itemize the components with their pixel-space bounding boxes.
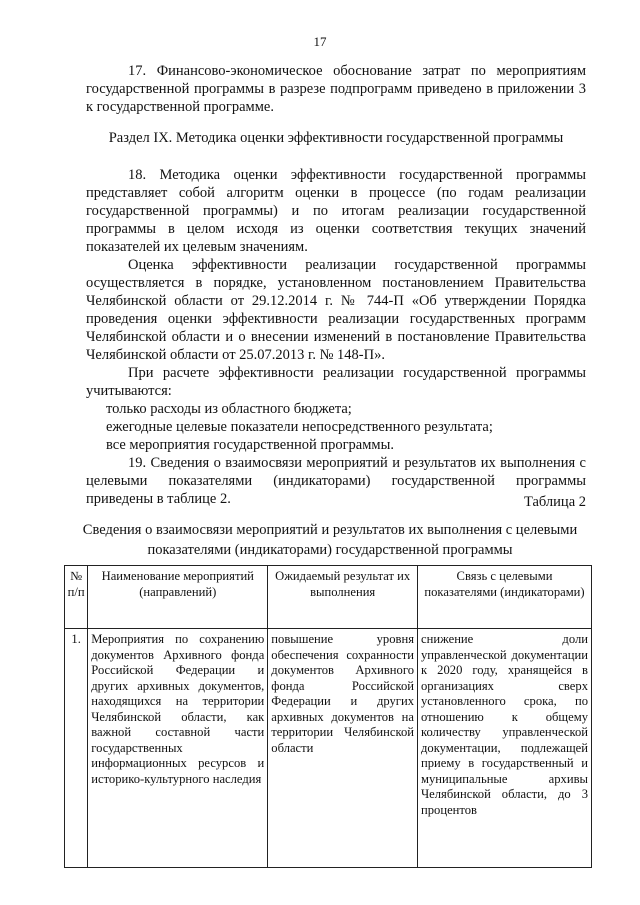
paragraph-19: 19. Сведения о взаимосвязи мероприятий и результатов их выполнения с целевыми показателями (индикаторами) государственной программы приведены в таблице 2. (86, 455, 586, 507)
row-indicator-link: снижение доли управленческой документации к 2020 году, хранящейся в организациях сверх установленного срока, по отношению к общему количеству управленческой документации, подлежащей приему в государственный и муниципальные архивы Челябинской области, до 3 процентов (418, 629, 592, 868)
relations-table (64, 565, 592, 868)
table-title: Сведения о взаимосвязи мероприятий и результатов их выполнения с целевыми показателями (индикаторами) государственной программы (82, 522, 578, 558)
row-activity-name: Мероприятия по сохранению документов Архивного фонда Российской Федерации и других архивных документов, находящихся на территории Челябинской области, как важной составной части государственных информационных ресурсов и историко-культурного наследия (88, 629, 268, 868)
paragraph-17: 17. Финансово-экономическое обоснование затрат по мероприятиям государственной программы в разрезе подпрограмм приведено в приложении 3 к государственной программе. (86, 63, 586, 115)
table-label: Таблица 2 (523, 494, 586, 510)
paragraph-calculation-intro: При расчете эффективности реализации государственной программы учитываются: (86, 365, 586, 399)
list-item: ежегодные целевые показатели непосредственного результата; (106, 419, 493, 435)
header-indicators-link: Связь с целевыми показателями (индикаторами) (418, 566, 592, 629)
page-number: 17 (313, 34, 327, 49)
row-number: 1. (65, 629, 88, 868)
paragraph-18: 18. Методика оценки эффективности государственной программы представляет собой алгоритм оценки в процессе (по годам реализации государственной программы) и по итогам реализации государственной программы в целом исходя из оценки соответствия текущих значений показателей их целевым значениям. (86, 167, 586, 255)
header-activities: Наименование мероприятий (направлений) (88, 566, 268, 629)
row-expected-result: повышение уровня обеспечения сохранности документов Архивного фонда Российской Федерации и других архивных документов на территории Челябинской области (268, 629, 418, 868)
header-expected-result: Ожидаемый результат их выполнения (268, 566, 418, 629)
list-item: только расходы из областного бюджета; (106, 401, 352, 417)
section-heading: Раздел IX. Методика оценки эффективности государственной программы (108, 130, 564, 146)
table-header-row (65, 566, 592, 629)
header-number: № п/п (65, 566, 88, 629)
paragraph-assessment: Оценка эффективности реализации государственной программы осуществляется в порядке, установленном постановлением Правительства Челябинской области от 29.12.2014 г. № 744-П «Об утверждении Порядка проведения оценки эффективности реализации государственных программ Челябинской области и о внесении изменений в постановление Правительства Челябинской области от 25.07.2013 г. № 148-П». (86, 257, 586, 363)
list-item: все мероприятия государственной программы. (106, 437, 394, 453)
table-row (65, 629, 592, 868)
